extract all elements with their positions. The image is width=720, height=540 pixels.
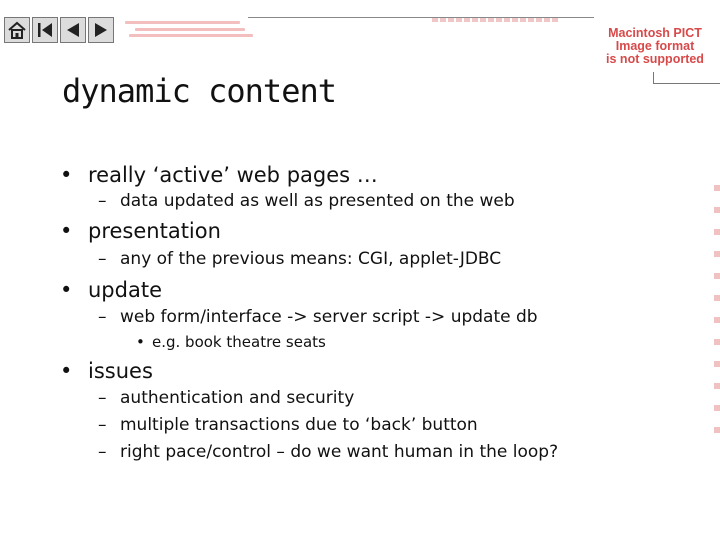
bullet-item: • presentation bbox=[88, 218, 221, 244]
sub-bullet-item: – multiple transactions due to ‘back’ button bbox=[120, 414, 478, 436]
unsupported-image-placeholder bbox=[590, 27, 720, 66]
faded-logo-artifact bbox=[125, 19, 255, 39]
sub-bullet-item: – any of the previous means: CGI, applet-JDBC bbox=[120, 248, 501, 270]
placeholder-line: Macintosh PICT bbox=[608, 26, 702, 40]
placeholder-line: Image format bbox=[615, 39, 695, 53]
sub-sub-bullet-item: • e.g. book theatre seats bbox=[152, 332, 326, 352]
faded-header-artifact bbox=[432, 18, 560, 22]
next-slide-button[interactable] bbox=[88, 17, 114, 43]
first-slide-button[interactable] bbox=[32, 17, 58, 43]
sub-bullet-item: – data updated as well as presented on the web bbox=[120, 190, 515, 212]
bullet-item: • update bbox=[88, 277, 162, 303]
faded-edge-artifact bbox=[714, 185, 720, 435]
previous-slide-icon bbox=[63, 20, 83, 40]
home-icon bbox=[7, 20, 27, 40]
sub-bullet-item: – right pace/control – do we want human in the loop? bbox=[120, 441, 558, 463]
previous-slide-button[interactable] bbox=[60, 17, 86, 43]
first-slide-icon bbox=[35, 20, 55, 40]
corner-bracket bbox=[653, 72, 720, 84]
sub-bullet-item: – authentication and security bbox=[120, 387, 354, 409]
home-button[interactable] bbox=[4, 17, 30, 43]
bullet-item: • issues bbox=[88, 358, 153, 384]
placeholder-line: is not supported bbox=[606, 52, 704, 66]
slide-title: dynamic content bbox=[62, 72, 336, 110]
bullet-item: • really ‘active’ web pages … bbox=[88, 162, 378, 188]
sub-bullet-item: – web form/interface -> server script -> update db bbox=[120, 306, 538, 328]
slide-navigation bbox=[4, 17, 114, 43]
next-slide-icon bbox=[91, 20, 111, 40]
